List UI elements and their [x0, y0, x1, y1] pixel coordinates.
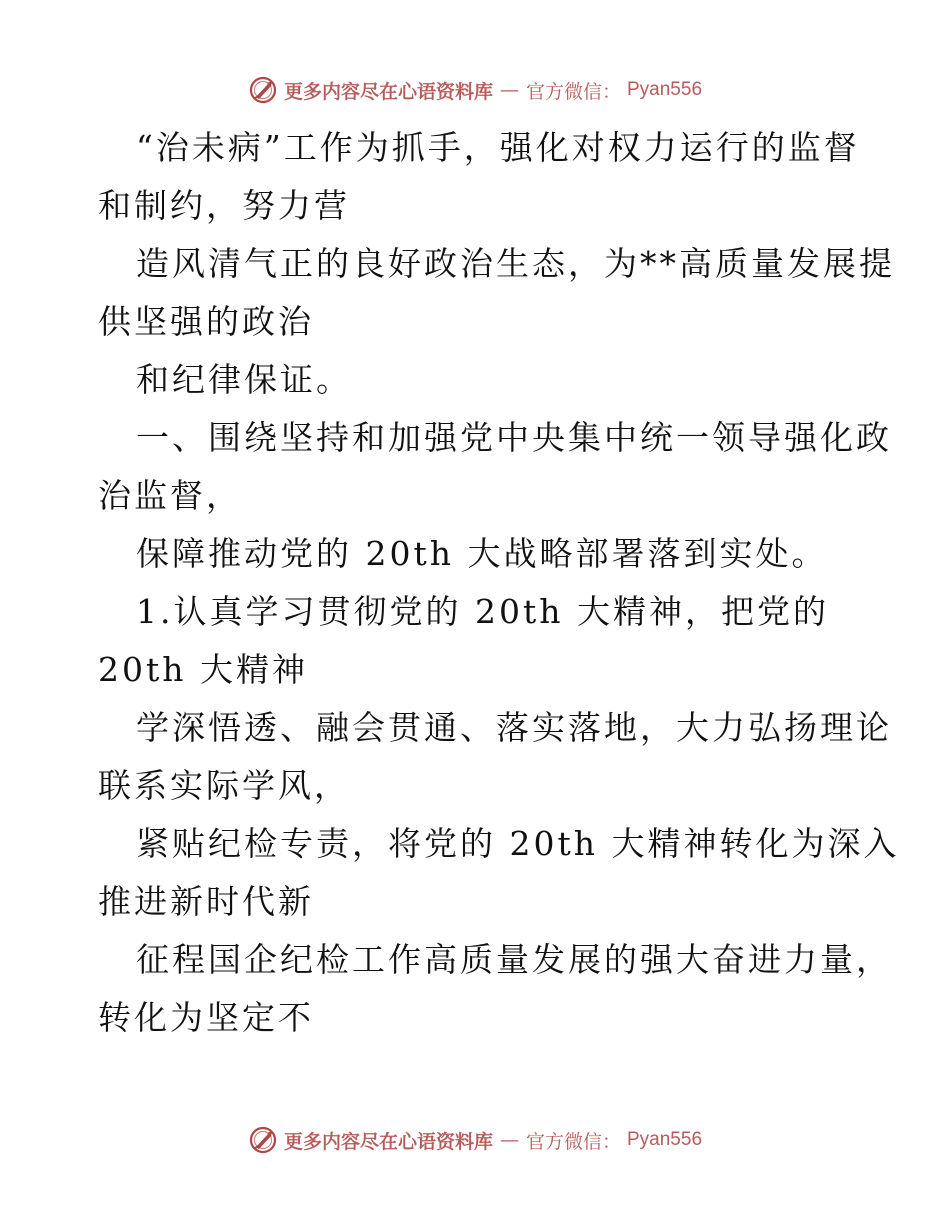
body-line: 紧贴纪检专责，将党的 20th 大精神转化为深入	[136, 824, 900, 863]
body-line: 造风清气正的良好政治生态，为**高质量发展提	[136, 244, 895, 283]
body-line: 1.认真学习贯彻党的 20th 大精神，把党的	[136, 592, 829, 631]
body-line: 和纪律保证。	[136, 360, 352, 399]
quill-seal-icon	[248, 1125, 278, 1155]
header-site-name: 更多内容尽在心语资料库	[283, 80, 493, 103]
body-line: 一、围绕坚持和加强党中央集中统一领导强化政	[136, 418, 892, 457]
footer-banner	[0, 1122, 950, 1158]
footer-wechat-id: Pyan556	[627, 1129, 703, 1150]
body-line: 20th 大精神	[98, 650, 308, 689]
body-line: 治监督，	[98, 476, 242, 515]
footer-separator: —	[499, 1129, 519, 1151]
body-line: 推进新时代新	[98, 882, 314, 921]
footer-site-name: 更多内容尽在心语资料库	[283, 1130, 493, 1153]
header-separator: —	[499, 79, 519, 101]
body-line: 和制约，努力营	[98, 186, 350, 225]
footer-wechat-label: 官方微信：	[525, 1130, 621, 1153]
body-line: 征程国企纪检工作高质量发展的强大奋进力量，	[136, 940, 892, 979]
body-line: 供坚强的政治	[98, 302, 314, 341]
body-line: 转化为坚定不	[98, 998, 314, 1037]
body-line: 联系实际学风，	[98, 766, 350, 805]
header-banner	[0, 72, 950, 108]
header-wechat-id: Pyan556	[627, 79, 703, 100]
header-wechat-label: 官方微信：	[525, 80, 621, 103]
body-line: “治未病”工作为抓手，强化对权力运行的监督	[136, 128, 860, 167]
body-line: 保障推动党的 20th 大战略部署落到实处。	[136, 534, 828, 573]
quill-seal-icon	[248, 75, 278, 105]
body-line: 学深悟透、融会贯通、落实落地，大力弘扬理论	[136, 708, 892, 747]
